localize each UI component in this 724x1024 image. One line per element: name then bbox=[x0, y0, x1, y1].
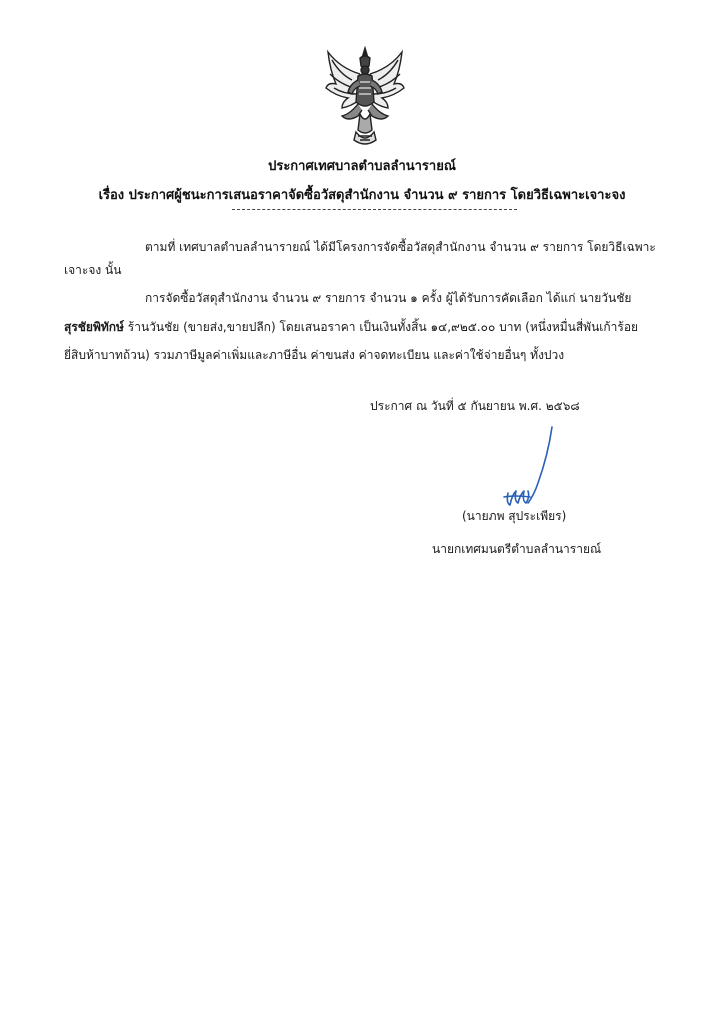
vendor-surname: สุรชัยพิทักษ์ bbox=[64, 320, 124, 334]
garuda-emblem-icon bbox=[322, 44, 408, 150]
org-title: ประกาศเทศบาลตำบลลำนารายณ์ bbox=[268, 159, 456, 174]
vendor-details: ร้านวันชัย (ขายส่ง,ขายปลีก) โดยเสนอราคา เป็นเงินทั้งสิ้น ๑๔,๙๒๕.๐๐ บาท (หนึ่งหมื่นสี่พันเก้าร้อย bbox=[123, 320, 639, 334]
signer-title: นายกเทศมนตรีตำบลลำนารายณ์ bbox=[432, 542, 602, 556]
paragraph-2-line-2 bbox=[64, 318, 638, 336]
paragraph-2-line-1: การจัดซื้อวัสดุสำนักงาน จำนวน ๙ รายการ จำนวน ๑ ครั้ง ผู้ได้รับการคัดเลือก ได้แก่ นายวันชัย bbox=[145, 291, 632, 305]
signer-name: (นายภพ สุประเพียร) bbox=[462, 509, 567, 523]
dashed-divider bbox=[232, 209, 517, 210]
announcement-date: ประกาศ ณ วันที่ ๕ กันยายน พ.ศ. ๒๕๖๘ bbox=[370, 399, 580, 413]
paragraph-1-line-1: ตามที่ เทศบาลตำบลลำนารายณ์ ได้มีโครงการจัดซื้อวัสดุสำนักงาน จำนวน ๙ รายการ โดยวิธีเฉพาะ bbox=[145, 240, 656, 254]
paragraph-1-line-2: เจาะจง นั้น bbox=[64, 263, 122, 277]
handwritten-signature-icon bbox=[494, 425, 564, 515]
paragraph-2-line-3: ยี่สิบห้าบาทถ้วน) รวมภาษีมูลค่าเพิ่มและภาษีอื่น ค่าขนส่ง ค่าจดทะเบียน และค่าใช้จ่ายอื่นๆ ทั้งปวง bbox=[64, 348, 565, 362]
subject-title: เรื่อง ประกาศผู้ชนะการเสนอราคาจัดซื้อวัสดุสำนักงาน จำนวน ๙ รายการ โดยวิธีเฉพาะเจาะจง bbox=[98, 188, 626, 203]
